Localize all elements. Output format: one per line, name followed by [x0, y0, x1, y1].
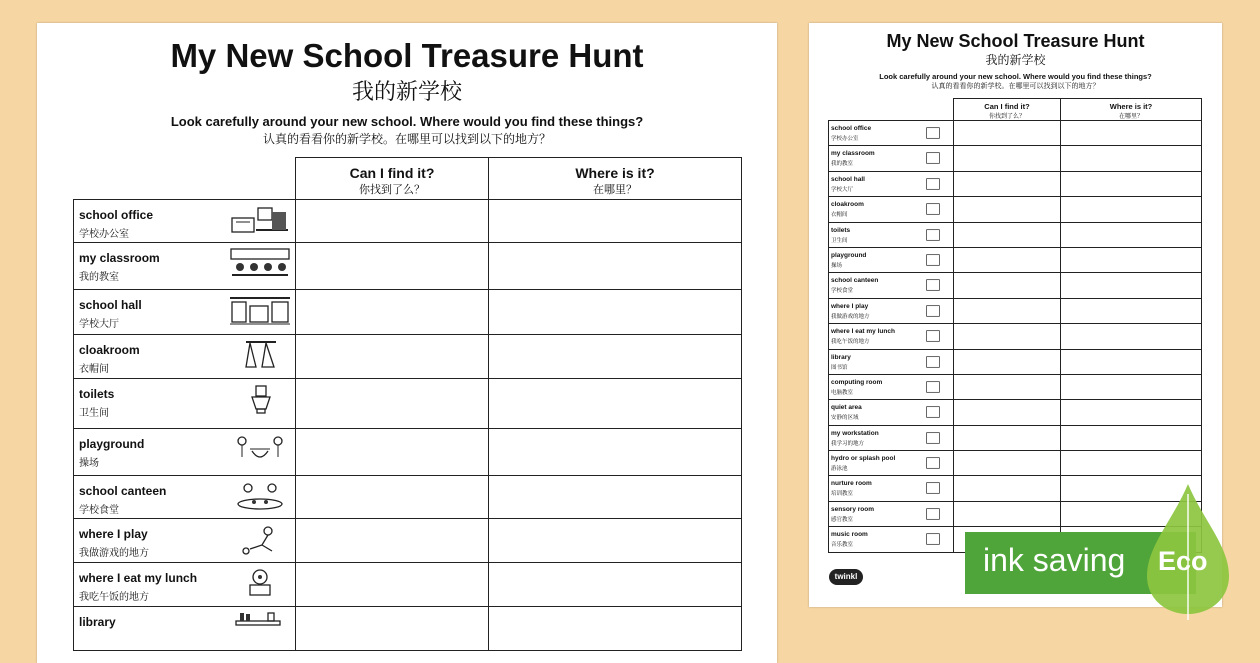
preview-row-label: music room [831, 531, 868, 539]
preview-column-header-where [1061, 99, 1202, 121]
preview-row-label: computing room [831, 378, 883, 386]
ink-saving-label: ink saving [983, 542, 1126, 578]
classroom-icon [228, 246, 292, 280]
row-picture-icon [916, 149, 950, 167]
row-label: school canteen [79, 484, 167, 498]
row-label-cell [74, 290, 296, 335]
preview-find-cell [954, 273, 1061, 298]
preview-where-cell [1061, 171, 1202, 196]
row-label: my classroom [79, 251, 160, 265]
row-label: where I play [79, 527, 148, 541]
preview-find-cell [954, 476, 1061, 501]
column-header-where-label: Where is it? [575, 165, 655, 181]
preview-row-label-zh: 衣帽间 [831, 212, 848, 219]
where-cell[interactable] [489, 563, 742, 607]
row-label-zh: 学校大厅 [79, 319, 119, 330]
preview-row-label-zh: 安静的区域 [831, 415, 859, 422]
row-label-zh: 衣帽间 [79, 364, 109, 375]
row-picture-icon [916, 302, 950, 320]
column-header-where [489, 158, 742, 200]
preview-title: My New School Treasure Hunt [886, 31, 1145, 51]
row-label-cell [74, 519, 296, 563]
preview-row-label-zh: 学校办公室 [831, 136, 859, 142]
row-label: cloakroom [79, 343, 140, 357]
row-picture-icon [916, 429, 950, 447]
find-cell[interactable] [296, 607, 489, 651]
instruction: Look carefully around your new school. Where would you find these things? [170, 114, 644, 129]
row-picture-icon [916, 175, 950, 193]
preview-row-label-cell [829, 451, 954, 476]
preview-row-label-zh: 感官教室 [831, 516, 854, 523]
preview-row-label: library [831, 353, 851, 361]
lunch-icon [228, 566, 292, 600]
row-label-zh: 我做游戏的地方 [79, 548, 149, 559]
preview-row-label-cell [829, 400, 954, 425]
row-label-zh: 卫生间 [79, 408, 109, 419]
preview-row-label-cell [829, 298, 954, 323]
preview-row-label-zh: 图书馆 [831, 364, 848, 371]
preview-table-row [829, 400, 1202, 425]
preview-row-label-cell [829, 425, 954, 450]
preview-row-label: where I eat my lunch [831, 328, 895, 336]
find-cell[interactable] [296, 429, 489, 476]
preview-table-row [829, 349, 1202, 374]
preview-find-cell [954, 298, 1061, 323]
row-label-cell [74, 476, 296, 519]
preview-where-cell [1061, 349, 1202, 374]
row-picture-icon [916, 454, 950, 472]
preview-row-label-cell [829, 146, 954, 171]
preview-table-row [829, 222, 1202, 247]
preview-table-row [829, 247, 1202, 272]
preview-table-row [829, 425, 1202, 450]
preview-find-cell [954, 324, 1061, 349]
find-cell[interactable] [296, 379, 489, 429]
preview-row-label-zh: 电脑教室 [831, 389, 854, 396]
where-cell[interactable] [489, 243, 742, 290]
office-icon [228, 203, 292, 237]
preview-column-header-where-zh: 在哪里？ [1118, 114, 1143, 120]
preview-where-cell [1061, 273, 1202, 298]
preview-find-cell [954, 501, 1061, 526]
find-cell[interactable] [296, 476, 489, 519]
preview-row-label: where I play [831, 302, 869, 310]
preview-row-label-cell [829, 324, 954, 349]
row-label-zh: 操场 [79, 458, 99, 469]
row-label-cell [74, 200, 296, 243]
preview-row-label-zh: 我做游戏的地方 [831, 313, 870, 320]
treasure-hunt-table [73, 157, 742, 651]
preview-where-cell [1061, 374, 1202, 399]
preview-row-label: school office [831, 125, 872, 132]
preview-row-label-cell [829, 476, 954, 501]
twinkl-logo: twinkl [829, 569, 863, 585]
preview-find-cell [954, 374, 1061, 399]
preview-table-row [829, 273, 1202, 298]
row-label-cell [74, 563, 296, 607]
preview-row-label: school canteen [831, 277, 879, 285]
preview-column-header-find [954, 99, 1061, 121]
row-picture-icon [916, 353, 950, 371]
preview-table-row [829, 451, 1202, 476]
table-row [74, 607, 742, 651]
library-icon [228, 610, 292, 644]
where-cell[interactable] [489, 429, 742, 476]
find-cell[interactable] [296, 200, 489, 243]
preview-row-label-zh: 操场 [831, 262, 843, 269]
row-label: where I eat my lunch [79, 571, 198, 585]
preview-where-cell [1061, 146, 1202, 171]
where-cell[interactable] [489, 335, 742, 379]
row-picture-icon [916, 327, 950, 345]
preview-row-label: my classroom [831, 150, 875, 158]
preview-table-row [829, 121, 1202, 146]
where-cell[interactable] [489, 379, 742, 429]
preview-row-label: sensory room [831, 505, 874, 513]
preview-find-cell [954, 171, 1061, 196]
preview-row-label-cell [829, 501, 954, 526]
preview-row-label-zh: 学校食堂 [831, 288, 854, 295]
row-label-cell [74, 429, 296, 476]
row-label-cell [74, 379, 296, 429]
preview-row-label: quiet area [831, 404, 862, 412]
row-label-zh: 学校食堂 [79, 505, 119, 516]
row-label: toilets [79, 387, 115, 401]
preview-instruction: Look carefully around your new school. Where would you find these things? [879, 72, 1152, 81]
preview-row-label-cell [829, 527, 954, 552]
eco-label: Eco [1158, 546, 1208, 576]
row-label-cell [74, 607, 296, 651]
preview-title-zh: 我的新学校 [985, 53, 1046, 67]
column-header-find-zh: 你找到了么？ [359, 184, 425, 196]
preview-row-label: toilets [831, 226, 851, 234]
preview-find-cell [954, 247, 1061, 272]
preview-where-cell [1061, 324, 1202, 349]
playground-icon [228, 432, 292, 466]
where-cell[interactable] [489, 607, 742, 651]
find-cell[interactable] [296, 563, 489, 607]
row-label-cell [74, 335, 296, 379]
find-cell[interactable] [296, 243, 489, 290]
preview-where-cell [1061, 247, 1202, 272]
preview-table-row [829, 146, 1202, 171]
table-row [74, 476, 742, 519]
row-label: library [79, 615, 116, 629]
worksheet-main [37, 23, 777, 663]
preview-row-label: cloakroom [831, 201, 864, 209]
toilet-icon [228, 382, 292, 416]
coat-hanger-icon [228, 338, 292, 372]
table-row [74, 290, 742, 335]
preview-row-label-zh: 游泳池 [831, 466, 848, 473]
preview-where-cell [1061, 121, 1202, 146]
preview-row-label-cell [829, 171, 954, 196]
canteen-icon [228, 479, 292, 513]
preview-column-header-find-label: Can I find it? [984, 102, 1030, 111]
row-label-cell [74, 243, 296, 290]
row-picture-icon [916, 479, 950, 497]
where-cell[interactable] [489, 200, 742, 243]
preview-where-cell [1061, 400, 1202, 425]
preview-row-label-zh: 我吃午饭的地方 [831, 339, 870, 346]
row-picture-icon [916, 276, 950, 294]
row-label: playground [79, 437, 145, 451]
where-cell[interactable] [489, 519, 742, 563]
table-row [74, 429, 742, 476]
play-icon [228, 522, 292, 556]
preview-row-label-zh: 我学习的地方 [831, 440, 865, 447]
preview-column-header-where-label: Where is it? [1109, 102, 1153, 111]
preview-where-cell [1061, 197, 1202, 222]
preview-row-label-zh: 我的教室 [831, 161, 854, 168]
row-picture-icon [916, 403, 950, 421]
preview-row-label: my workstation [831, 429, 879, 437]
preview-row-label-cell [829, 247, 954, 272]
preview-where-cell [1061, 425, 1202, 450]
page-title: My New School Treasure Hunt [170, 37, 644, 74]
instruction-zh: 认真的看看你的新学校。在哪里可以找到以下的地方？ [262, 132, 551, 146]
preview-find-cell [954, 400, 1061, 425]
row-picture-icon [916, 251, 950, 269]
preview-table-row [829, 324, 1202, 349]
preview-row-label-zh: 培训教室 [831, 491, 854, 498]
page-title-zh: 我的新学校 [351, 79, 462, 104]
preview-row-label-zh: 音乐教室 [831, 542, 854, 549]
preview-column-header-find-zh: 你找到了么？ [988, 114, 1025, 120]
preview-find-cell [954, 146, 1061, 171]
preview-row-label: hydro or splash pool [831, 455, 896, 463]
row-label-zh: 我的教室 [79, 272, 119, 283]
row-picture-icon [916, 378, 950, 396]
row-picture-icon [916, 200, 950, 218]
preview-row-label-cell [829, 374, 954, 399]
preview-table-row [829, 197, 1202, 222]
row-picture-icon [916, 124, 950, 142]
row-picture-icon [916, 226, 950, 244]
preview-find-cell [954, 197, 1061, 222]
table-row [74, 200, 742, 243]
preview-find-cell [954, 349, 1061, 374]
preview-row-label: school hall [831, 175, 865, 183]
preview-table-row [829, 374, 1202, 399]
column-header-find-label: Can I find it? [349, 165, 435, 181]
row-picture-icon [916, 505, 950, 523]
find-cell[interactable] [296, 519, 489, 563]
find-cell[interactable] [296, 290, 489, 335]
preview-row-label-cell [829, 273, 954, 298]
row-picture-icon [916, 530, 950, 548]
row-label-zh: 学校办公室 [79, 229, 129, 240]
preview-find-cell [954, 425, 1061, 450]
row-label: school office [79, 208, 154, 222]
preview-row-label: playground [831, 251, 867, 259]
column-header-where-zh: 在哪里？ [593, 184, 637, 196]
preview-row-label-cell [829, 222, 954, 247]
preview-row-label-cell [829, 121, 954, 146]
table-row [74, 243, 742, 290]
preview-where-cell [1061, 298, 1202, 323]
row-label: school hall [79, 298, 142, 312]
table-row [74, 379, 742, 429]
table-row [74, 335, 742, 379]
preview-row-label: nurture room [831, 480, 872, 488]
preview-row-label-zh: 学校大厅 [831, 186, 854, 193]
row-label-zh: 我吃午饭的地方 [79, 592, 149, 603]
preview-row-label-cell [829, 197, 954, 222]
preview-where-cell [1061, 222, 1202, 247]
hall-icon [228, 293, 292, 327]
preview-table-row [829, 171, 1202, 196]
preview-find-cell [954, 451, 1061, 476]
preview-row-label-zh: 卫生间 [831, 237, 848, 244]
preview-find-cell [954, 121, 1061, 146]
table-row [74, 563, 742, 607]
where-cell[interactable] [489, 290, 742, 335]
column-header-find [296, 158, 489, 200]
preview-table-row [829, 298, 1202, 323]
preview-where-cell [1061, 451, 1202, 476]
find-cell[interactable] [296, 335, 489, 379]
table-row [74, 519, 742, 563]
preview-find-cell [954, 222, 1061, 247]
preview-row-label-cell [829, 349, 954, 374]
where-cell[interactable] [489, 476, 742, 519]
preview-instruction-zh: 认真的看看你的新学校。在哪里可以找到以下的地方？ [931, 83, 1100, 90]
